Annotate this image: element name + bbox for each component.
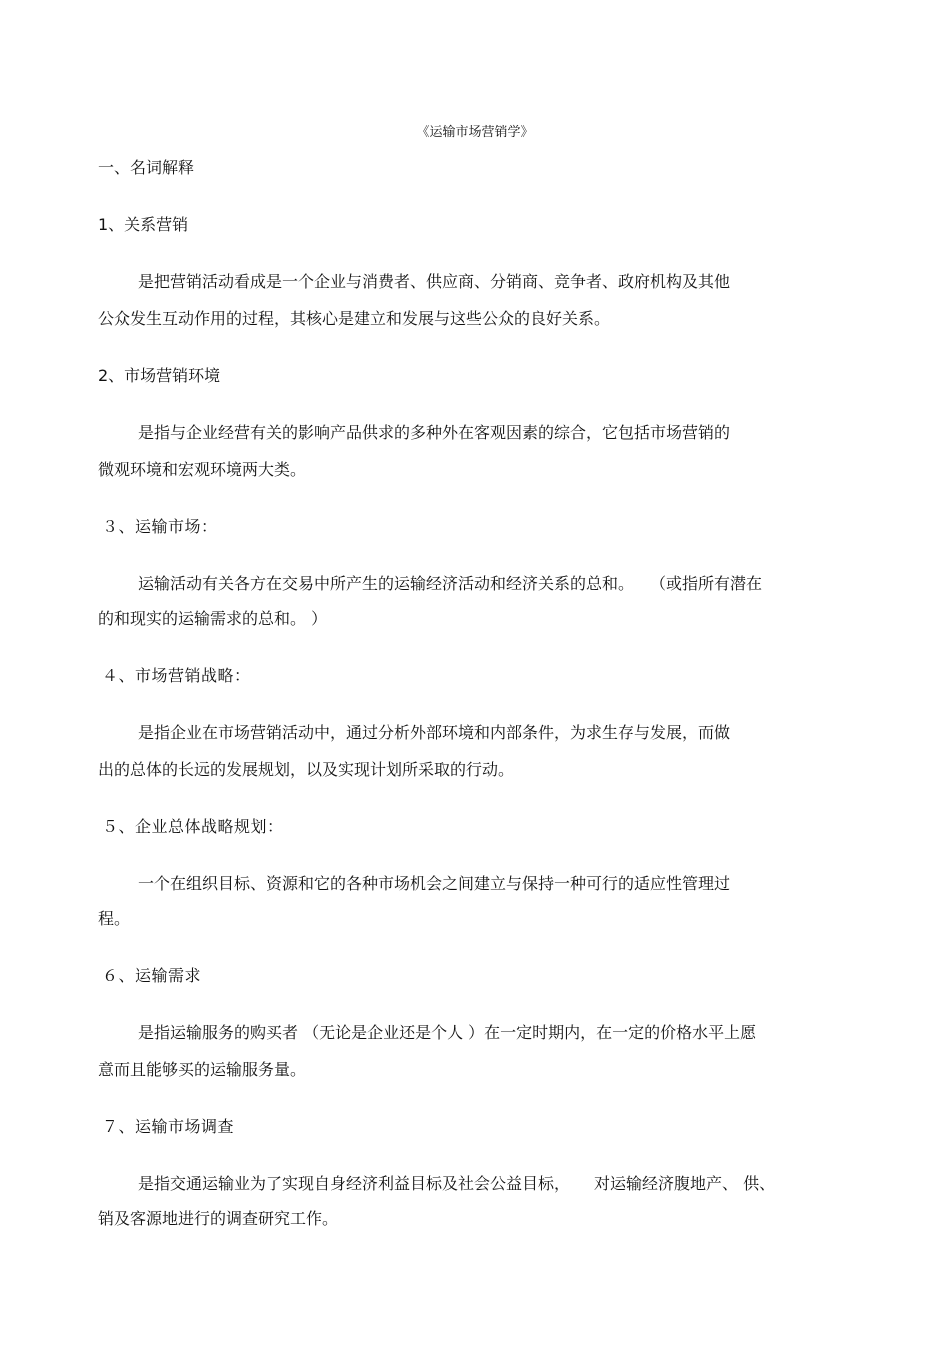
term-definition-line: 一个在组织目标、资源和它的各种市场机会之间建立与保持一种可行的适应性管理过: [138, 874, 731, 893]
term-definition-line: 微观环境和宏观环境两大类。: [98, 460, 307, 479]
term-heading: 1、关系营销: [98, 215, 189, 234]
term-definition-line: 是指与企业经营有关的影响产品供求的多种外在客观因素的综合，它包括市场营销的: [138, 423, 731, 442]
term-definition-line: 公众发生互动作用的过程，其核心是建立和发展与这些公众的良好关系。: [98, 309, 611, 328]
term-definition-line: 意而且能够买的运输服务量。: [98, 1060, 307, 1079]
term-definition-line: 是指交通运输业为了实现自身经济利益目标及社会公益目标， 对运输经济腹地产、 供、: [138, 1174, 776, 1193]
term-definition-line: 销及客源地进行的调查研究工作。: [98, 1209, 339, 1228]
term-definition-line: 是指企业在市场营销活动中，通过分析外部环境和内部条件，为求生存与发展，而做: [138, 723, 731, 742]
term-heading: ５、企业总体战略规划：: [102, 817, 284, 836]
term-definition-line: 运输活动有关各方在交易中所产生的运输经济活动和经济关系的总和。 （或指所有潜在: [138, 574, 763, 593]
term-definition-line: 程。: [98, 909, 131, 928]
term-definition-line: 出的总体的长远的发展规划，以及实现计划所采取的行动。: [98, 760, 515, 779]
term-heading: ３、运输市场：: [102, 517, 218, 536]
term-definition-line: 的和现实的运输需求的总和。 ）: [98, 609, 328, 628]
document-title: 《运输市场营销学》: [416, 125, 534, 140]
term-heading: ４、市场营销战略：: [102, 666, 251, 685]
term-heading: 2、市场营销环境: [98, 366, 221, 385]
term-heading: ６、运输需求: [102, 966, 202, 985]
term-definition-line: 是把营销活动看成是一个企业与消费者、供应商、分销商、竞争者、政府机构及其他: [138, 272, 731, 291]
term-heading: ７、运输市场调查: [102, 1117, 235, 1136]
section-heading: 一、名词解释: [98, 158, 195, 177]
term-definition-line: 是指运输服务的购买者 （无论是企业还是个人 ）在一定时期内，在一定的价格水平上愿: [138, 1023, 757, 1042]
